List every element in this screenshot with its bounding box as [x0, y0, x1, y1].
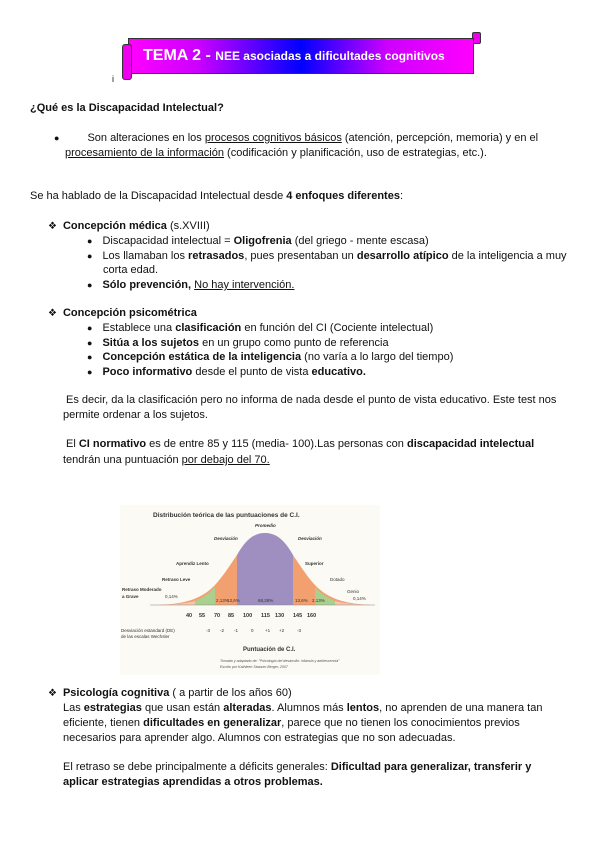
t: Oligofrenia [233, 235, 292, 247]
list-item [87, 321, 433, 335]
paragraph-line [63, 760, 531, 774]
t: que usan están [141, 702, 224, 714]
figure-title: Distribución teórica de las puntuaciones de C.I. [153, 512, 300, 519]
bullet-icon: ● [87, 280, 93, 290]
paragraph-line: permite ordenar a los sujetos. [63, 409, 208, 421]
category-label: Retraso Moderado [122, 587, 162, 592]
t: discapacidad intelectual [406, 438, 535, 450]
diamond-bullet-icon: ❖ [48, 221, 57, 232]
tick-label: 100 [243, 613, 253, 619]
bullet-definition [54, 131, 538, 145]
section-heading: ¿Qué es la Discapacidad Intelectual? [30, 102, 224, 114]
t: por debajo del 70. [181, 454, 270, 466]
bullet-definition-cont [65, 146, 487, 160]
t: procesamiento de la información [65, 147, 224, 159]
stray-mark: i [112, 74, 114, 84]
deviation-label: -2 [220, 628, 225, 633]
t: clasificación [175, 322, 242, 334]
paragraph-line [63, 716, 520, 730]
pct-label: 13,6% [295, 598, 308, 603]
paragraph-line: Es decir, da la clasificación pero no informa de nada desde el punto de vista educativo. Este test nos [66, 394, 557, 406]
t: dificultades en generalizar [143, 717, 282, 729]
tick-label: 145 [293, 613, 303, 619]
desviacion-label: Desviación [298, 536, 322, 541]
banner-title [143, 47, 445, 65]
intro-line [30, 189, 403, 203]
category-label: Genio [347, 589, 360, 594]
deviation-label: -1 [234, 628, 239, 633]
paragraph-line: necesarios para aprender algo. Alumnos con estrategias que no son adecuadas. [63, 732, 456, 744]
t: El retraso se debe principalmente a déficits generales: [63, 761, 331, 773]
t: El [66, 438, 79, 450]
paragraph-line [63, 701, 542, 715]
tick-label: 160 [307, 613, 317, 619]
x-axis-label: Puntuación de C.I. [243, 647, 296, 653]
t: (no varía a lo largo del tiempo) [301, 351, 454, 363]
t: 4 enfoques diferentes [286, 190, 400, 202]
t: No hay intervención. [194, 279, 295, 291]
list-item [87, 278, 294, 292]
t: educativo. [311, 366, 366, 378]
t: Concepción psicométrica [62, 307, 197, 319]
t: Dificultad para generalizar, transferir y [330, 761, 532, 773]
title-subtitle: NEE asociadas a dificultades cognitivos [215, 49, 445, 63]
t: CI normativo [78, 438, 147, 450]
t: ( a partir de los años 60) [169, 687, 292, 699]
t: alteradas [223, 702, 272, 714]
category-label: Aprendiz Lento [176, 561, 209, 566]
t: desarrollo atípico [356, 250, 449, 262]
deviation-label: -3 [206, 628, 211, 633]
heading-cognitiva [48, 686, 292, 701]
list-item [87, 234, 429, 248]
bullet-icon: ● [87, 352, 93, 362]
t: estrategias [83, 702, 142, 714]
t: Las [63, 702, 84, 714]
category-label: a Grave [122, 594, 139, 599]
tick-label: 40 [186, 613, 193, 619]
paragraph-line [66, 437, 534, 451]
bullet-icon: ● [87, 338, 93, 348]
t: procesos cognitivos básicos [204, 132, 342, 144]
figure-credit: Escrito por Kathleen Stassen Berger, 2007 [220, 665, 288, 669]
t: (codificación y planificación, uso de estrategias, etc.). [223, 147, 487, 159]
t: , pues presentaban un [244, 250, 357, 262]
list-item [87, 249, 567, 263]
deviation-label: +2 [279, 628, 285, 633]
t: Psicología cognitiva [62, 687, 170, 699]
t: de la inteligencia a muy [448, 250, 567, 262]
t: Poco informativo [102, 366, 193, 378]
pct-label: 0,14% [353, 596, 366, 601]
category-label: Dotado [330, 577, 345, 582]
bullet-icon: ● [87, 367, 93, 377]
t: aplicar estrategias aprendidas a otros problemas. [63, 776, 323, 788]
banner-scroll-end [122, 44, 132, 80]
t: retrasados [188, 250, 245, 262]
list-item-cont: corta edad. [103, 264, 159, 276]
t: en un grupo como punto de referencia [199, 337, 389, 349]
t: (s.XVIII) [166, 220, 210, 232]
pct-label: 68,26% [258, 598, 274, 603]
pct-label: 2,13% [216, 598, 229, 603]
pct-label: 2,13% [312, 598, 325, 603]
diamond-bullet-icon: ❖ [48, 688, 57, 699]
t: (del griego - mente escasa) [291, 235, 429, 247]
desviacion-label: Desviación [214, 536, 238, 541]
t: Discapacidad intelectual = [102, 235, 234, 247]
deviation-label: +1 [265, 628, 271, 633]
paragraph-line [63, 453, 270, 467]
list-item [87, 365, 366, 379]
iq-distribution-figure [120, 505, 380, 675]
diamond-bullet-icon: ❖ [48, 308, 57, 319]
tick-label: 115 [261, 613, 270, 619]
t: . Alumnos más [271, 702, 347, 714]
t: Los llamaban los [102, 250, 189, 262]
title-banner [128, 38, 474, 74]
curve-purple [237, 533, 293, 605]
bullet-icon: ● [87, 251, 93, 261]
t: Son alteraciones en los [87, 132, 205, 144]
t: : [399, 190, 404, 202]
dev-label: Desviación estandard (DE) [121, 628, 175, 633]
tick-label: 55 [199, 613, 206, 619]
t: eficiente, tienen [63, 717, 144, 729]
category-label: Superior [305, 561, 324, 566]
t: (atención, percepción, memoria) y en el [341, 132, 539, 144]
t: Concepción médica [62, 220, 167, 232]
t: Sólo prevención, [102, 279, 195, 291]
bullet-icon: ● [87, 236, 93, 246]
heading-medica [48, 219, 210, 234]
t: Sitúa a los sujetos [102, 337, 200, 349]
bullet-icon: ● [54, 133, 60, 143]
bullet-icon: ● [87, 323, 93, 333]
dev-label: de las escalas Wechsler [121, 634, 170, 639]
promedio-label: Promedio [255, 523, 276, 528]
deviation-label: 0 [251, 628, 254, 633]
tick-label: 85 [228, 613, 235, 619]
category-label: Retraso Leve [162, 577, 191, 582]
list-item [87, 336, 389, 350]
pct-label: 13,6% [227, 598, 240, 603]
tick-label: 130 [275, 613, 285, 619]
figure-credit: Tomado y adaptado de: "Psicología del desarrollo: infancia y adolescencia" [220, 659, 340, 663]
list-item [87, 350, 453, 364]
paragraph-line [63, 775, 323, 789]
t: , no aprenden de una manera tan [379, 702, 543, 714]
t: en función del CI (Cociente intelectual) [241, 322, 434, 334]
t: lentos [346, 702, 380, 714]
heading-psicometrica [48, 306, 197, 321]
t: Concepción estática de la inteligencia [102, 351, 302, 363]
t: es de entre 85 y 115 (media- 100).Las personas con [146, 438, 407, 450]
pct-label: 0,14% [165, 594, 178, 599]
t: Se ha hablado de la Discapacidad Intelectual desde [30, 190, 287, 202]
t: tendrán una puntuación [63, 454, 182, 466]
t: Establece una [102, 322, 176, 334]
deviation-label: -3 [297, 628, 302, 633]
t: , parece que no tienen los conocimientos previos [281, 717, 520, 729]
tick-label: 70 [214, 613, 221, 619]
title-part: TEMA 2 - [143, 47, 216, 64]
t: desde el punto de vista [192, 366, 312, 378]
